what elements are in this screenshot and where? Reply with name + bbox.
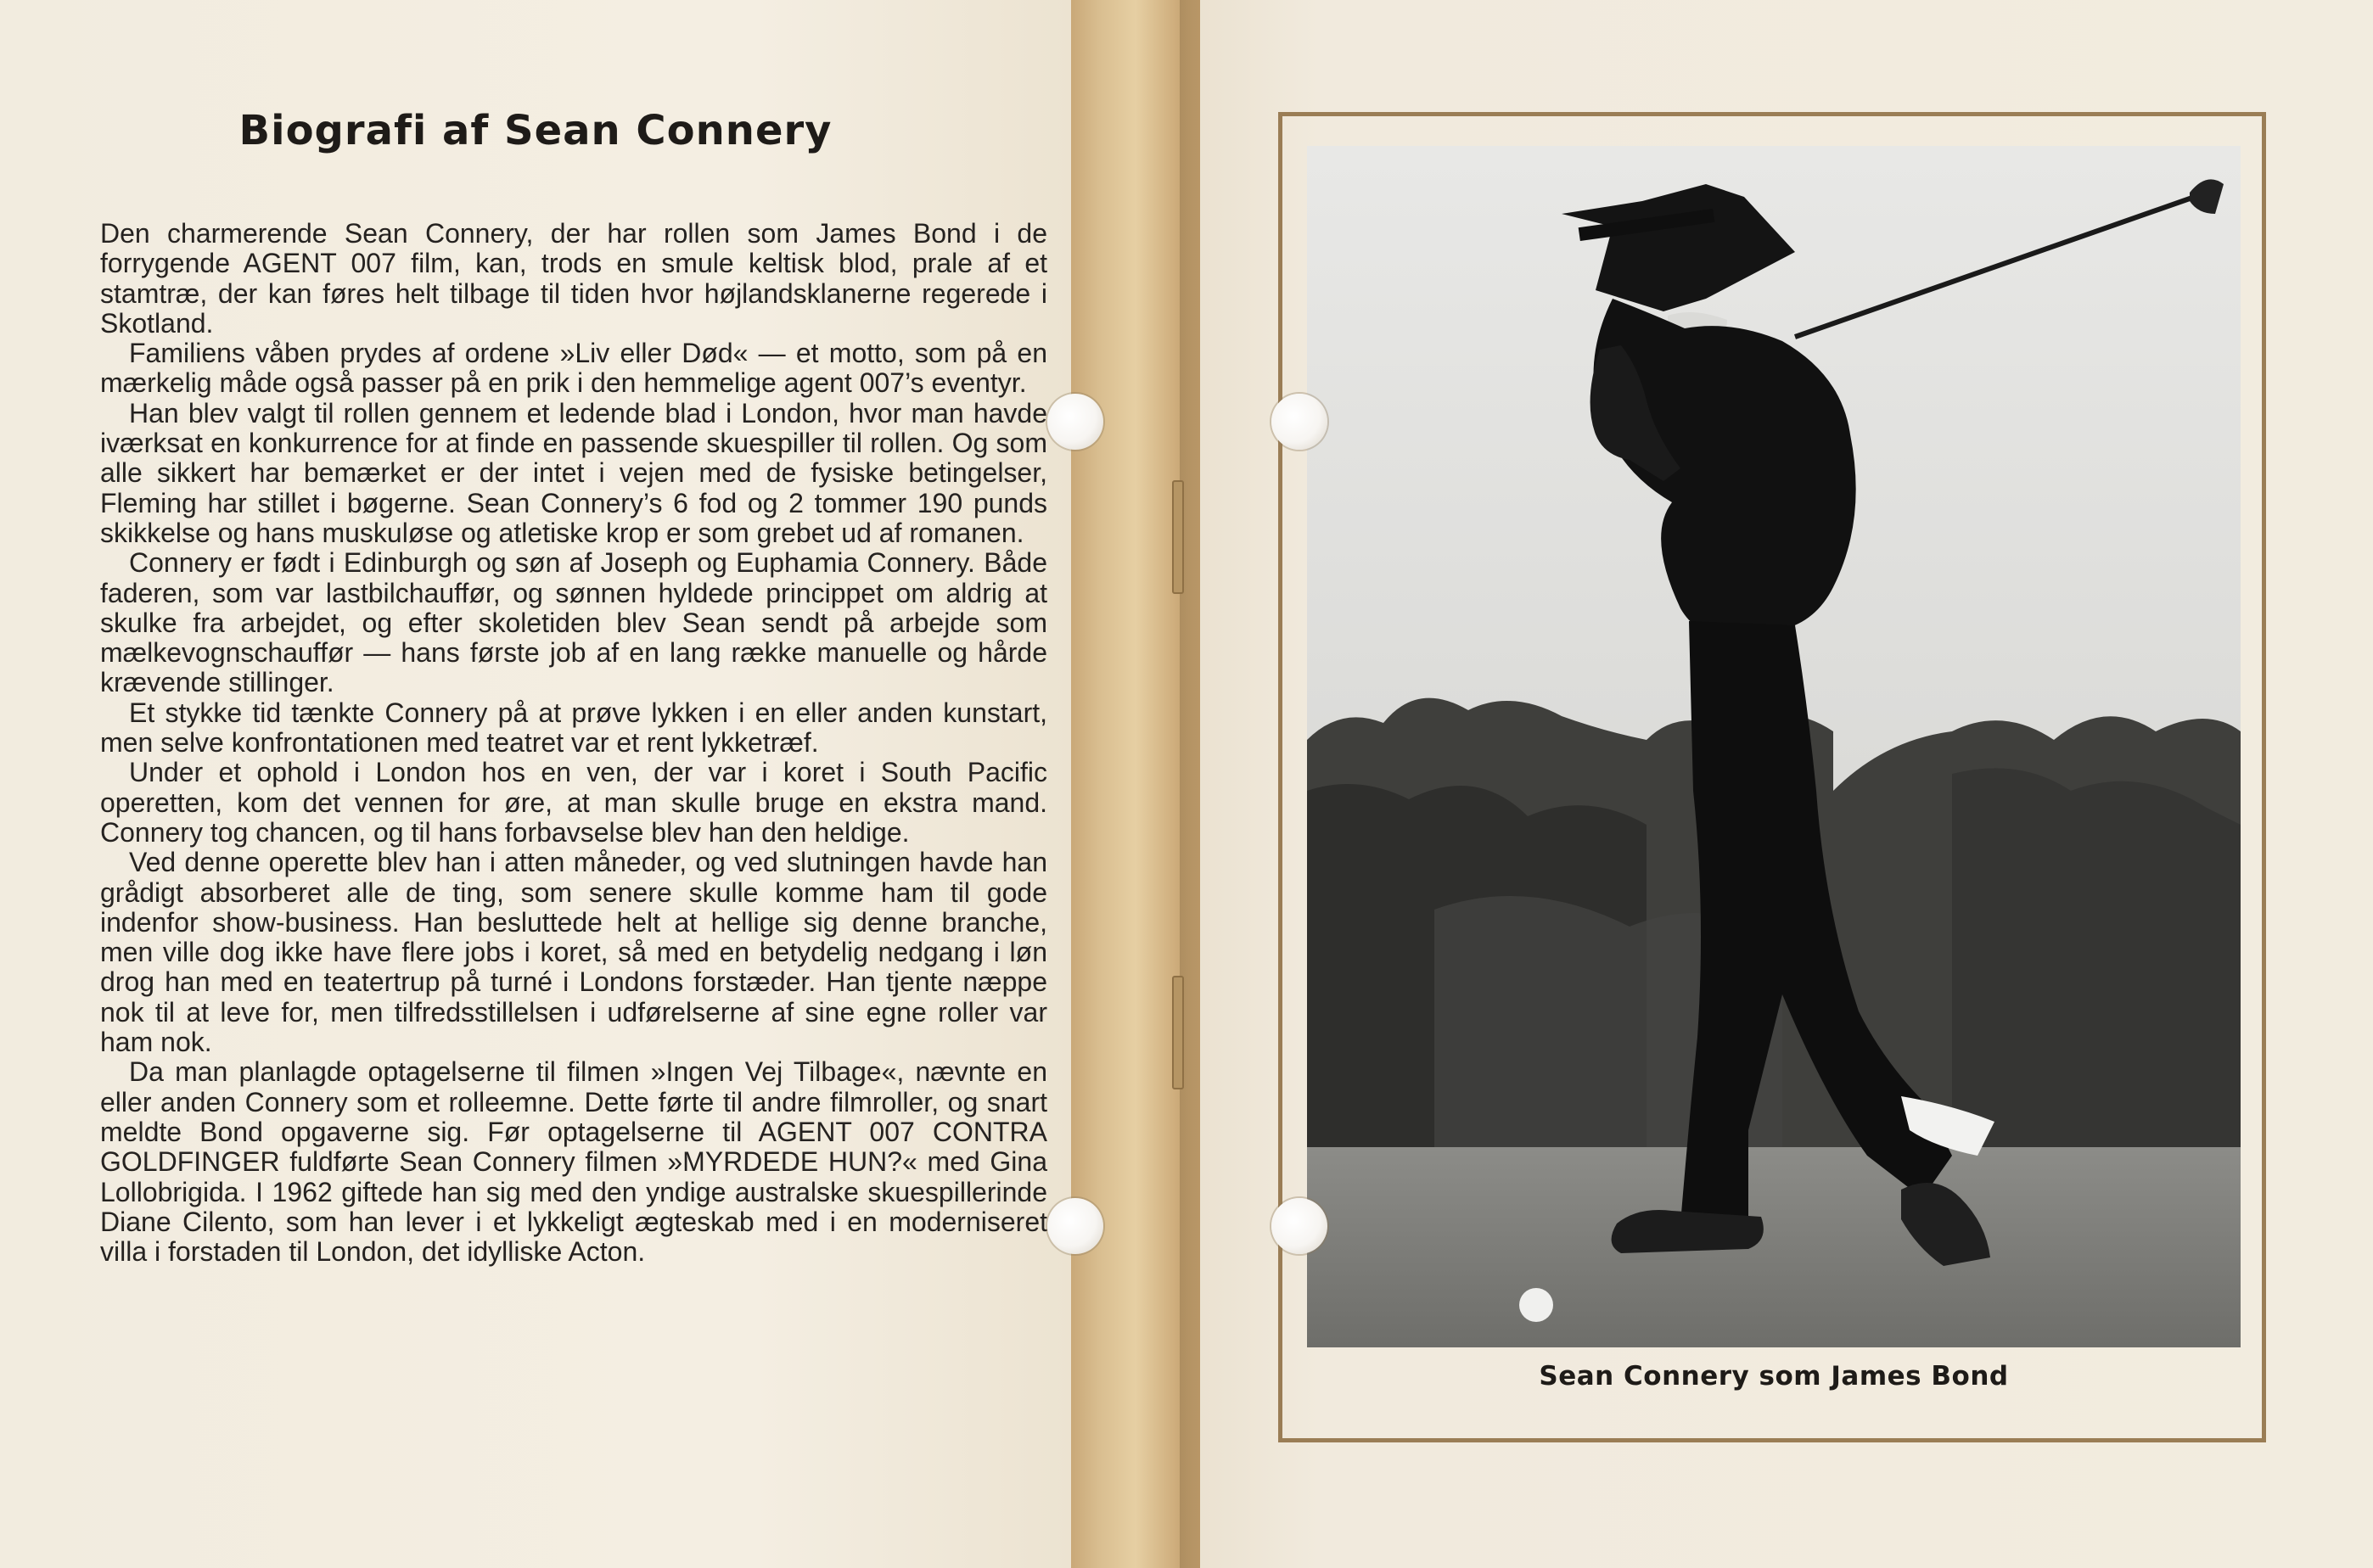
staple [1172, 976, 1184, 1089]
punch-hole [1271, 394, 1327, 450]
gutter-shadow [1180, 0, 1200, 1568]
punch-hole [1271, 1198, 1327, 1254]
biography-text [100, 219, 1047, 1267]
golfer-photo [1307, 146, 2241, 1347]
paragraph: Et stykke tid tænkte Connery på at prøve lykken i en eller anden kunstart, men selve konfrontationen med teatret var et rent lykketræf. [100, 697, 1047, 759]
photo-caption: Sean Connery som James Bond [1539, 1361, 2009, 1392]
punch-hole [1047, 394, 1103, 450]
punch-hole [1047, 1198, 1103, 1254]
paragraph: Han blev valgt til rollen gennem et ledende blad i London, hvor man havde iværksat en konkurrence for at finde en passende skuespiller til rollen. Og som alle sikkert har bemærket er der intet i vejen med de fysiske betingelser, Fleming har stillet i bøgerne. Sean Connery’s 6 fod og 2 tommer 190 punds skikkelse og hans muskuløse og atletiske krop er som grebet ud af romanen. [100, 397, 1047, 548]
left-page [0, 0, 1071, 1568]
paragraph: Da man planlagde optagelserne til filmen »Ingen Vej Tilbage«, nævnte en eller anden Connery som et rolleemne. Dette førte til andre filmroller, og snart meldte Bond opgaverne sig. Før optagelserne til AGENT 007 CONTRA GOLDFINGER fuldførte Sean Connery filmen »MYRDEDE HUN?« med Gina Lollobrigida. I 1962 giftede han sig med den yndige australske skuespillerinde Diane Cilento, som han lever i et lykkeligt ægteskab med i en moderniseret villa i forstaden til London, det idylliske Acton. [100, 1056, 1047, 1268]
paragraph: Ved denne operette blev han i atten måneder, og ved slutningen havde han grådigt absorberet alle de ting, som senere skulle komme ham til gode indenfor show-business. Han besluttede helt at hellige sig denne branche, men ville dog ikke have flere jobs i koret, så med en betydelig nedgang i løn drog han med en teatertrup på turné i Londons forstæder. Han tjente næppe nok til at leve for, men tilfredsstillelsen i udførelserne af sine egne roller var ham nok. [100, 847, 1047, 1058]
paragraph: Connery er født i Edinburgh og søn af Joseph og Euphamia Connery. Både faderen, som var lastbilchauffør, og sønnen hyldede princippet om aldrig at skulke fra arbejdet, og efter skoletiden blev Sean sendt på arbejde som mælkevognschauffør — hans første job af en lang række manuelle og hårde krævende stillinger. [100, 547, 1047, 698]
paragraph: Den charmerende Sean Connery, der har rollen som James Bond i de forrygende AGENT 007 film, kan, trods en smule keltisk blod, prale af et stamtræ, der kan føres helt tilbage til tiden hvor højlandsklanerne regerede i Skotland. [100, 218, 1047, 339]
paragraph: Under et ophold i London hos en ven, der var i koret i South Pacific operetten, kom det vennen for øre, at man skulle bruge en ekstra mand. Connery tog chancen, og til hans forbavselse blev han den heldige. [100, 757, 1047, 848]
paragraph: Familiens våben prydes af ordene »Liv eller Død« — et motto, som på en mærkelig måde også passer på en prik i den hemmelige agent 007’s eventyr. [100, 338, 1047, 399]
page-title: Biografi af Sean Connery [238, 107, 833, 154]
staple [1172, 480, 1184, 594]
